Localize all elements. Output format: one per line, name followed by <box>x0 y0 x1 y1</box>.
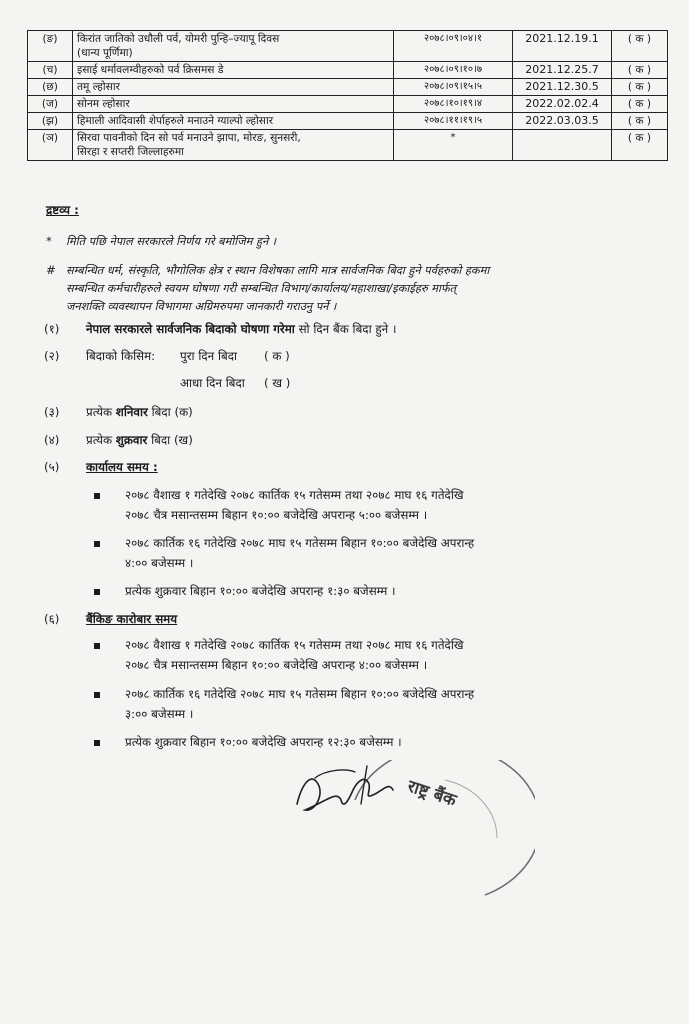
item-3-number: (३) <box>44 405 60 419</box>
festival-name <box>73 62 394 79</box>
signature <box>297 766 393 810</box>
date-ad: 2022.03.03.5 <box>513 113 612 130</box>
row-index: (च) <box>28 62 73 79</box>
item-6-number: (६) <box>44 612 60 626</box>
item-5-bullet-3 <box>94 589 100 595</box>
row-index: (झ) <box>28 113 73 130</box>
item-6-title: बैंकिङ कारोबार समय <box>86 612 178 626</box>
item-5-bullet-2 <box>94 541 100 547</box>
item-6-bullet-1 <box>94 643 100 649</box>
item-5-b2-line-1: २०७८ कार्तिक १६ गतेदेखि २०७८ माघ १५ गतेसम्म बिहान १०:०० बजेदेखि अपरान्ह <box>125 536 475 550</box>
item-1-text <box>86 321 396 338</box>
note-hash-mark: # <box>46 263 56 277</box>
item-6-b3: प्रत्येक शुक्रवार बिहान १०:०० बजेदेखि अपरान्ह १२:३० बजेसम्म । <box>125 735 402 749</box>
festival-name <box>73 130 394 161</box>
item-2-full-code: ( क ) <box>264 349 290 363</box>
row-index: (ञ) <box>28 130 73 161</box>
row-index: (ज) <box>28 96 73 113</box>
item-5-bullet-1 <box>94 493 100 499</box>
item-5-title: कार्यालय समय : <box>86 460 158 474</box>
seal-text: राष्ट्र बैंक <box>404 776 459 811</box>
item-1-rest: सो दिन बैंक बिदा हुने । <box>294 322 397 336</box>
date-bs: २०७८।११।१९।५ <box>394 113 513 130</box>
item-2-half-code: ( ख ) <box>264 376 291 390</box>
signature-and-seal <box>285 760 535 905</box>
item-5-b2-line-2: ४:०० बजेसम्म । <box>125 556 194 570</box>
item-6-b1-line-1: २०७८ वैशाख १ गतेदेखि २०७८ कार्तिक १५ गतेसम्म तथा २०७८ माघ १६ गतेदेखि <box>125 638 464 652</box>
festival-name <box>73 96 394 113</box>
item-4-text <box>86 432 193 449</box>
date-ad <box>513 130 612 161</box>
date-ad: 2022.02.02.4 <box>513 96 612 113</box>
festival-name-line-1: हिमाली आदिवासी शेर्पाहरुले मनाउने ग्याल्पो ल्होसार <box>77 115 274 127</box>
table-row <box>28 79 668 96</box>
date-bs: * <box>394 130 513 161</box>
item-3-bold: शनिवार <box>115 405 148 419</box>
item-6-b2-line-1: २०७८ कार्तिक १६ गतेदेखि २०७८ माघ १५ गतेसम्म बिहान १०:०० बजेदेखि अपरान्ह <box>125 687 475 701</box>
festival-name-line-1: सोनम ल्होसार <box>77 98 130 110</box>
table-row <box>28 113 668 130</box>
date-bs: २०७८।१०।१९।४ <box>394 96 513 113</box>
item-2-half-day: आधा दिन बिदा <box>180 376 245 390</box>
date-ad: 2021.12.19.1 <box>513 31 612 62</box>
item-1-bold: नेपाल सरकारले सार्वजनिक बिदाको घोषणा गरेमा <box>86 322 295 336</box>
note-star-text: मिति पछि नेपाल सरकारले निर्णय गरे बमोजिम हुने । <box>66 235 277 248</box>
note-hash-line-1: सम्बन्धित धर्म, संस्कृति, भौगोलिक क्षेत्र र स्थान विशेषका लागि मात्र सार्वजनिक बिदा हुने पर्वहरुको हकमा <box>66 264 490 277</box>
item-2-label: बिदाको किसिम: <box>86 349 156 363</box>
festival-name-line-2: सिरहा र सप्तरी जिल्लाहरुमा <box>77 146 184 158</box>
festival-name <box>73 113 394 130</box>
item-6-b1-line-2: २०७८ चैत्र मसान्तसम्म बिहान १०:०० बजेदेखि अपरान्ह ४:०० बजेसम्म । <box>125 658 428 672</box>
item-2-full-day: पुरा दिन बिदा <box>180 349 238 363</box>
row-index: (ङ) <box>28 31 73 62</box>
festival-name-line-2: (धान्य पूर्णिमा) <box>77 47 133 59</box>
festival-name-line-1: तमू ल्होसार <box>77 81 120 93</box>
holiday-type: ( क ) <box>612 130 668 161</box>
holiday-table <box>27 30 668 161</box>
holiday-type: ( क ) <box>612 62 668 79</box>
festival-name-line-1: किरांत जातिको उधौली पर्व, योमरी पुन्हि–ज्यापू दिवस <box>77 33 280 45</box>
item-6-bullet-2 <box>94 692 100 698</box>
item-3-pre: प्रत्येक <box>86 405 116 419</box>
item-4-post: बिदा (ख) <box>147 433 193 447</box>
festival-name <box>73 79 394 96</box>
festival-name <box>73 31 394 62</box>
item-2-number: (२) <box>44 349 60 363</box>
item-6-b2-line-2: ३:०० बजेसम्म । <box>125 707 194 721</box>
item-5-b1-line-1: २०७८ वैशाख १ गतेदेखि २०७८ कार्तिक १५ गतेसम्म तथा २०७८ माघ १६ गतेदेखि <box>125 488 464 502</box>
festival-name-line-1: सिरवा पावनीको दिन सो पर्व मनाउने झापा, मोरङ, सुनसरी, <box>77 132 301 144</box>
table-row <box>28 31 668 62</box>
item-4-number: (४) <box>44 433 60 447</box>
item-5-b1-line-2: २०७८ चैत्र मसान्तसम्म बिहान १०:०० बजेदेखि अपरान्ह ५:०० बजेसम्म । <box>125 508 428 522</box>
date-bs: २०७८।०९।१५।५ <box>394 79 513 96</box>
festival-name-line-1: इसाई धर्मावलम्वीहरुको पर्व क्रिसमस डे <box>77 64 224 76</box>
seal-stamp <box>355 760 535 895</box>
holiday-type: ( क ) <box>612 79 668 96</box>
item-4-pre: प्रत्येक <box>86 433 116 447</box>
notes-heading: द्रष्टव्य : <box>46 203 79 217</box>
table-row <box>28 62 668 79</box>
item-3-text <box>86 404 193 421</box>
date-bs: २०७८।०९।१०।७ <box>394 62 513 79</box>
date-ad: 2021.12.30.5 <box>513 79 612 96</box>
item-4-bold: शुक्रवार <box>115 433 148 447</box>
item-6-bullet-3 <box>94 740 100 746</box>
date-ad: 2021.12.25.7 <box>513 62 612 79</box>
note-star-mark: * <box>46 234 52 248</box>
item-1-number: (१) <box>44 322 60 336</box>
date-bs: २०७८।०९।०४।१ <box>394 31 513 62</box>
table-row <box>28 130 668 161</box>
item-5-number: (५) <box>44 460 60 474</box>
item-5-b3: प्रत्येक शुक्रवार बिहान १०:०० बजेदेखि अपरान्ह १:३० बजेसम्म । <box>125 584 396 598</box>
holiday-type: ( क ) <box>612 31 668 62</box>
item-3-post: बिदा (क) <box>147 405 193 419</box>
table-row <box>28 96 668 113</box>
row-index: (छ) <box>28 79 73 96</box>
note-hash-line-2: सम्बन्धित कर्मचारीहरुले स्वयम घोषणा गरी सम्बन्धित विभाग/कार्यालय/महाशाखा/इकाईहरु मार्फत् <box>66 282 457 295</box>
holiday-type: ( क ) <box>612 113 668 130</box>
note-hash-line-3: जनशक्ति व्यवस्थापन विभागमा अग्रिमरुपमा जानकारी गराउनु पर्ने । <box>66 300 337 313</box>
holiday-type: ( क ) <box>612 96 668 113</box>
